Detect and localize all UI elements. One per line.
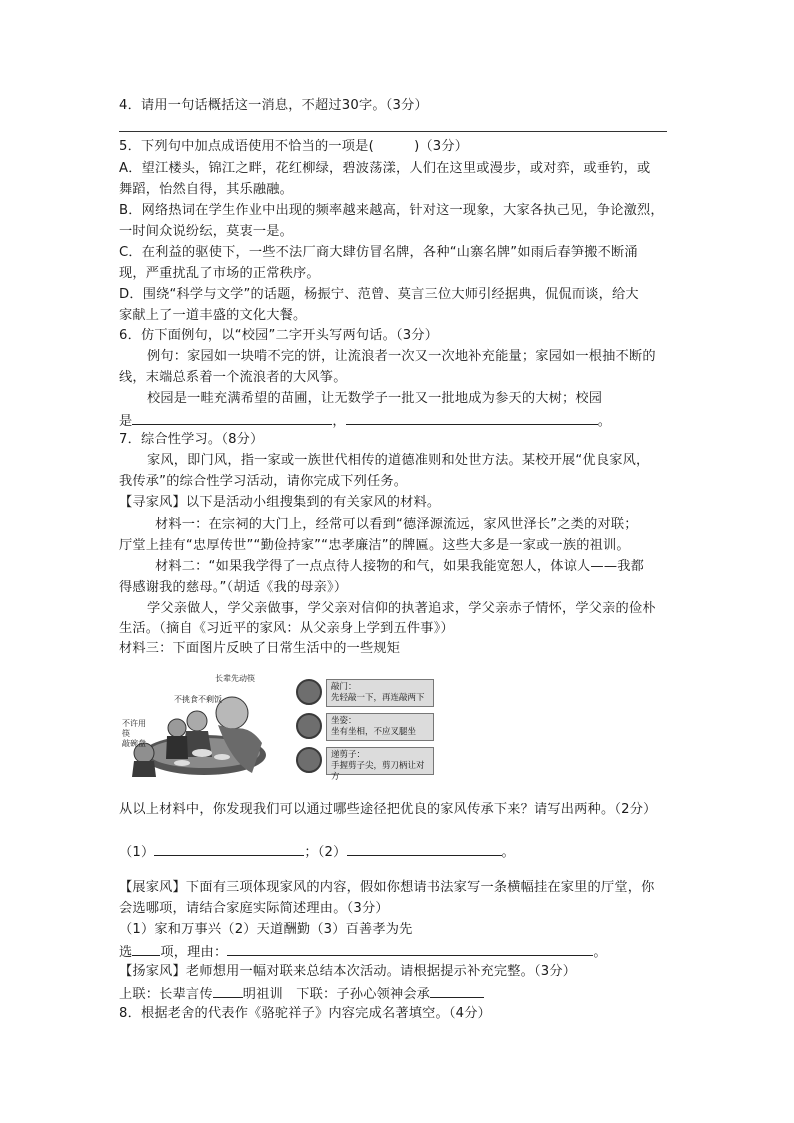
q7-ways-answer — [119, 841, 515, 863]
ways-label-1: （1） — [119, 845, 155, 860]
q6-comma: ， — [332, 414, 346, 429]
q5-option-b-line1: B．网络热词在学生作业中出现的频率越来越高，针对这一现象，大家各执己见，争论激烈， — [119, 203, 664, 218]
q7-stem: 7．综合性学习。（8分） — [119, 432, 264, 447]
q7-ways-question: 从以上材料中，你发现我们可以通过哪些途径把优良的家风传承下来？请写出两种。（2分） — [119, 802, 657, 817]
q5-option-d-line2: 家献上了一道丰盛的文化大餐。 — [119, 308, 307, 323]
ways-end: 。 — [501, 845, 515, 860]
q6-answer-line2 — [119, 410, 611, 432]
label-elders-first: 长辈先动筷 — [215, 674, 255, 683]
label-no-picky: 不挑食不剩饭 — [174, 695, 222, 704]
rule-sitting: 坐姿： 坐有坐相，不应叉腿坐 — [326, 713, 434, 741]
ways-blank-1[interactable] — [154, 841, 304, 856]
rule-knocking: 敲门： 先轻敲一下，再连敲两下 — [326, 679, 434, 707]
q5-stem: 5．下列句中加点成语使用不恰当的一项是( )（3分） — [119, 139, 469, 154]
q5-option-a-line2: 舞蹈，怡然自得，其乐融融。 — [119, 182, 294, 197]
reason-label: 项，理由： — [160, 945, 228, 960]
q7-material3: 材料三：下面图片反映了日常生活中的一些规矩 — [119, 641, 401, 656]
q7-material1-line2: 厅堂上挂有“忠厚传世”“勤俭持家”“忠孝廉洁”的牌匾。这些大多是一家或一族的祖训。 — [119, 538, 630, 553]
q6-stem: 6．仿下面例句，以“校园”二字开头写两句话。（3分） — [119, 328, 439, 343]
q6-blank-1[interactable] — [132, 410, 332, 425]
q5-option-c-line2: 现，严重扰乱了市场的正常秩序。 — [119, 266, 320, 281]
q7-yang-heading: 【扬家风】老师想用一幅对联来总结本次活动。请根据提示补充完整。（3分） — [119, 964, 577, 979]
couplet-blank-1[interactable] — [213, 983, 243, 998]
scissors-icon — [296, 747, 322, 773]
q6-blank-2[interactable] — [346, 410, 598, 425]
q6-example-line1: 例句：家园如一块啃不完的饼，让流浪者一次又一次地补充能量；家园如一根抽不断的 — [147, 349, 656, 364]
q5-option-d-line1: D．围绕“科学与文学”的话题，杨振宁、范曾、莫言三位大师引经据典，侃侃而谈，给大 — [119, 287, 639, 302]
q8-text: 8．根据老舍的代表作《骆驼祥子》内容完成名著填空。（4分） — [119, 1006, 492, 1021]
q7-material1-line1: 材料一：在宗祠的大门上，经常可以看到“德泽源流远，家风世泽长”之类的对联； — [155, 517, 638, 532]
q7-zhan-line1: 【展家风】下面有三项体现家风的内容，假如你想请书法家写一条横幅挂在家里的厅堂，你 — [119, 880, 655, 895]
rules-illustration — [296, 679, 438, 782]
couplet-blank-2[interactable] — [430, 983, 484, 998]
family-dinner-illustration — [122, 673, 278, 777]
q7-material2-line3: 学父亲做人，学父亲做事，学父亲对信仰的执著追求，学父亲赤子情怀，学父亲的俭朴 — [147, 601, 656, 616]
q6-period: 。 — [597, 414, 612, 429]
ways-blank-2[interactable] — [347, 841, 502, 856]
q7-material2-line1: 材料二：“如果我学得了一点点待人接物的和气，如果我能宽恕人，体谅人——我都 — [155, 559, 644, 574]
reason-blank[interactable] — [227, 941, 593, 956]
sitting-posture-icon — [296, 713, 322, 739]
q7-intro-line1: 家风，即门风，指一家或一族世代相传的道德准则和处世方法。某校开展“优良家风， — [147, 453, 650, 468]
q5-option-b-line2: 一时间众说纷纭，莫衷一是。 — [119, 224, 294, 239]
q7-intro-line2: 我传承”的综合性学习活动，请你完成下列任务。 — [119, 474, 408, 489]
q6-answer-line1: 校园是一畦充满希望的苗圃，让无数学子一批又一批地成为参天的大树；校园 — [147, 391, 603, 406]
rule-scissors: 递剪子： 手握剪子尖，剪刀柄让对方 — [326, 747, 434, 775]
q7-zhan-line2: 会选哪项，请结合家庭实际简述理由。（3分） — [119, 901, 389, 916]
ways-label-2: ；（2） — [304, 845, 347, 860]
couplet-upper-label: 上联：长辈言传 — [119, 987, 213, 1002]
q5-option-c-line1: C．在利益的驱使下，一些不法厂商大肆仿冒名牌，各种“山寨名牌”如雨后春笋搬不断涌 — [119, 245, 638, 260]
label-no-knocking-bowls: 不许用筷 敲碗盘 — [122, 719, 146, 748]
q4-answer-line[interactable] — [119, 131, 667, 132]
couplet-lower-label: 明祖训 下联：子孙心领神会承 — [242, 987, 431, 1002]
door-knock-icon — [296, 679, 322, 705]
reason-end: 。 — [593, 945, 607, 960]
q7-material2-line4: 生活。（摘自《习近平的家风：从父亲身上学到五件事》） — [119, 621, 454, 636]
q7-couplet — [119, 983, 484, 1005]
choice-blank[interactable] — [132, 941, 160, 956]
q7-material2-line2: 得感谢我的慈母。”（胡适《我的母亲》） — [119, 580, 348, 595]
q7-zhan-answer — [119, 941, 607, 963]
q5-option-a-line1: A．望江楼头，锦江之畔，花红柳绿，碧波荡漾，人们在这里或漫步，或对弈，或垂钓，或 — [119, 161, 651, 176]
q7-xun-heading: 【寻家风】以下是活动小组搜集到的有关家风的材料。 — [119, 495, 441, 510]
choice-label: 选 — [119, 945, 133, 960]
q7-zhan-options: （1）家和万事兴（2）天道酬勤（3）百善孝为先 — [119, 922, 413, 937]
q6-example-line2: 线，末端总系着一个流浪者的大风筝。 — [119, 370, 347, 385]
q6-answer-prefix: 是 — [119, 414, 133, 429]
q4-text: 4．请用一句话概括这一消息，不超过30字。（3分） — [119, 98, 428, 113]
